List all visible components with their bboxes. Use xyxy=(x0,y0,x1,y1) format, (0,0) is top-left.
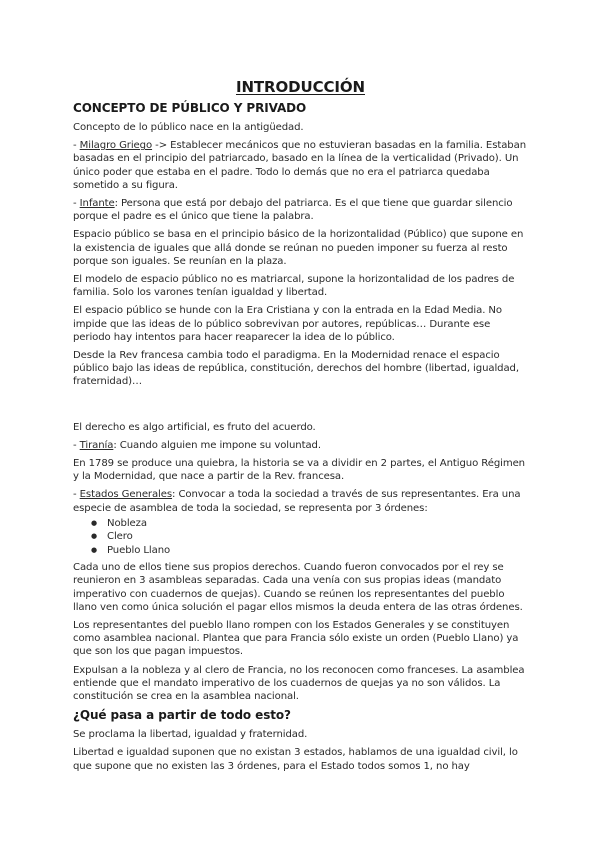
term-infante: Infante xyxy=(79,198,115,210)
term-milagro-griego: Milagro Griego xyxy=(79,140,153,152)
document-title: INTRODUCCIÓN xyxy=(235,78,365,96)
dash: - xyxy=(73,198,80,210)
paragraph-1789: En 1789 se produce una quiebra, la historia se va a dividir en 2 partes, el Antiguo Régimen y la Modernidad, que nace a partir de la Rev. francesa. xyxy=(73,458,525,483)
paragraph-expulsion: Expulsan a la nobleza y al clero de Francia, no los reconocen como franceses. La asamblea entiende que el mandato imperativo de los cuadernos de quejas ya no son válidos. La constitución se crea en la asamblea nacional. xyxy=(73,664,525,702)
list-item: ● Nobleza xyxy=(107,517,528,530)
paragraph-french-revolution: Desde la Rev francesa cambia todo el paradigma. En la Modernidad renace el espacio público bajo las ideas de república, constitución, derechos del hombre (libertad, igualdad, fraternidad)… xyxy=(73,350,519,388)
definition-milagro-griego: -> Establecer mecánicos que no estuvieran basadas en la familia. Estaban basadas en el principio del patriarcado, basado en la línea de la verticalidad (Privado). Un único poder que estaba en el padre. Todo lo demás que no era el patriarca quedaba sometido a su figura. xyxy=(73,140,526,191)
orders-list xyxy=(73,517,528,557)
term-estados-generales: Estados Generales xyxy=(79,489,173,501)
paragraph-model: El modelo de espacio público no es matriarcal, supone la horizontalidad de los padres de familia. Solo los varones tenían igualdad y libertad. xyxy=(73,274,515,299)
definition-estados-generales: : Convocar a toda la sociedad a través de sus representantes. Era una especie de asamblea de toda la sociedad, se representa por 3 órdenes: xyxy=(73,489,521,514)
paragraph-law: El derecho es algo artificial, es fruto del acuerdo. xyxy=(73,421,316,433)
paragraph-christian-era: El espacio público se hunde con la Era Cristiana y con la entrada en la Edad Media. No impide que las ideas de lo público sobrevivan por autores, repúblicas… Durante ese periodo hay intentos para hacer reaparecer la idea de lo público. xyxy=(73,305,502,343)
paragraph-national-assembly: Los representantes del pueblo llano rompen con los Estados Generales y se constituyen como asamblea nacional. Plantea que para Francia sólo existe un orden (Pueblo Llano) ya que son los que pagan impuestos. xyxy=(73,619,519,658)
paragraph-milagro-griego xyxy=(73,139,528,192)
paragraph-tirania xyxy=(73,439,528,452)
paragraph-assemblies: Cada uno de ellos tiene sus propios derechos. Cuando fueron convocados por el rey se reunieron en 3 asambleas separadas. Cada una venía con sus propias ideas (mandato imperativo con cuadernos de quejas). Cuando se reúnen los representantes del pueblo llano ven como única solución el pagar ellos mismos la deuda entera de las otras órdenes. xyxy=(73,562,523,613)
dash: - xyxy=(73,489,80,501)
term-tirania: Tiranía xyxy=(79,439,114,451)
paragraph-origin: Concepto de lo público nace en la antigüedad. xyxy=(73,122,304,133)
section-heading-public-private: CONCEPTO DE PÚBLICO Y PRIVADO xyxy=(73,101,307,115)
paragraph-infante xyxy=(73,197,528,223)
paragraph-liberty-equality: Libertad e igualdad suponen que no existan 3 estados, hablamos de una igualdad civil, lo que supone que no existen las 3 órdenes, para el Estado todos somos 1, no hay xyxy=(73,747,518,772)
paragraph-proclamation: Se proclama la libertad, igualdad y fraternidad. xyxy=(73,729,308,741)
definition-tirania: : Cuando alguien me impone su voluntad. xyxy=(113,439,321,451)
spacer xyxy=(73,394,528,421)
list-item: ● Clero xyxy=(107,530,528,543)
section-heading-what-happens: ¿Qué pasa a partir de todo esto? xyxy=(73,708,291,723)
paragraph-public-space: Espacio público se basa en el principio básico de la horizontalidad (Público) que supone en la existencia de iguales que allá donde se reúnan no pueden imponer su fuerza al resto porque son iguales. Se reunían en la plaza. xyxy=(73,229,524,267)
definition-infante: : Persona que está por debajo del patriarca. Es el que tiene que guardar silencio porque el padre es el único que tiene la palabra. xyxy=(73,198,513,223)
dash: - xyxy=(73,140,80,152)
paragraph-estados-generales xyxy=(73,488,528,514)
list-item: ● Pueblo Llano xyxy=(107,544,528,557)
dash: - xyxy=(73,439,80,451)
